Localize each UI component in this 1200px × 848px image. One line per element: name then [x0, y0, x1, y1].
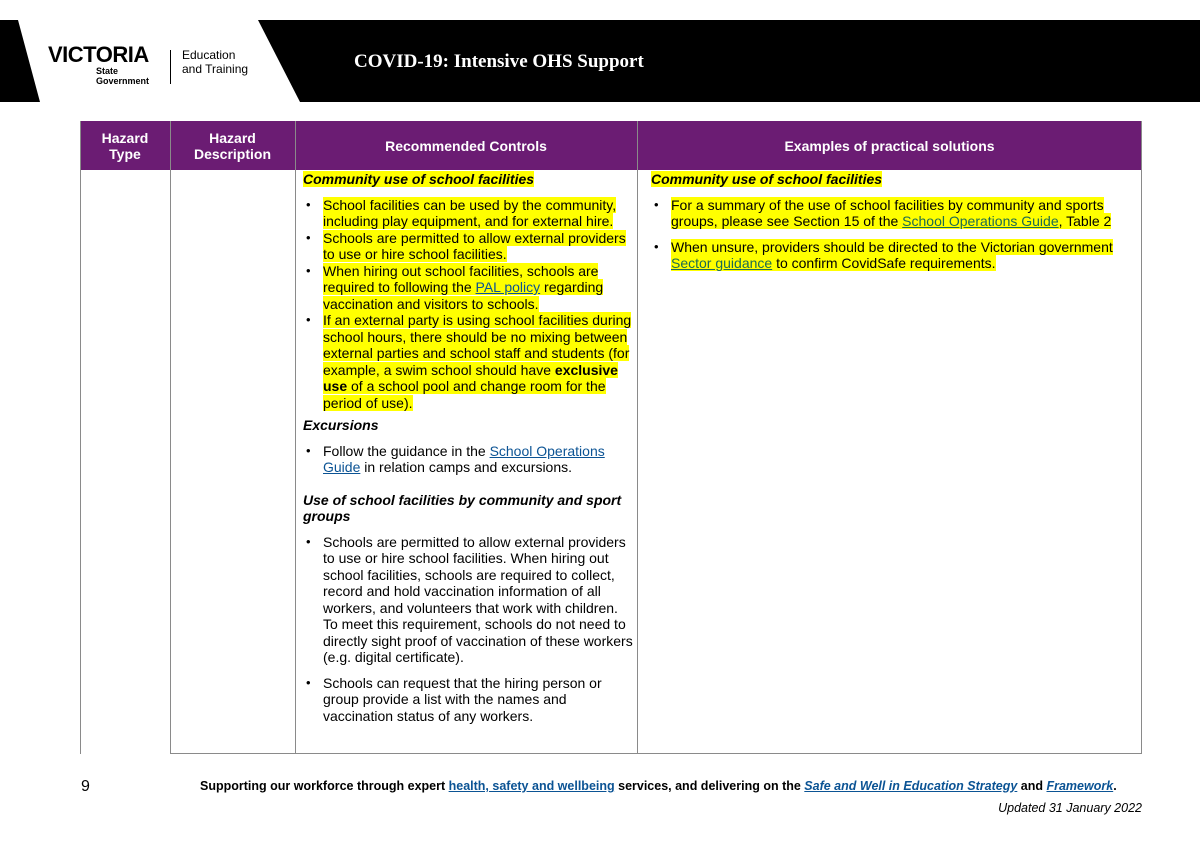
- controls-excursions-list: [303, 443, 633, 476]
- logo-divider: [170, 50, 171, 84]
- logo-word: VICTORIA: [48, 42, 149, 67]
- controls-sport-heading: Use of school facilities by community and sport groups: [303, 491, 622, 524]
- logo-edu-line1: Education: [182, 48, 236, 62]
- updated-date: Updated 31 January 2022: [998, 801, 1142, 815]
- framework-link[interactable]: Framework: [1046, 779, 1114, 793]
- table-border-left: [80, 121, 81, 754]
- list-item: • For a summary of the use of school facilities by community and sports groups, please see Section 15 of the School Operations Guide, Table 2: [651, 197, 1131, 230]
- solutions-community-heading: Community use of school facilities: [651, 171, 883, 187]
- document-title: COVID-19: Intensive OHS Support: [354, 51, 644, 72]
- hazard-table: [80, 121, 1142, 754]
- footer-statement: Supporting our workforce through expert health, safety and wellbeing services, and delivering on the Safe and Well in Education Strategy and Framework.: [200, 779, 1117, 793]
- school-operations-guide-link[interactable]: School Operations Guide: [902, 213, 1059, 229]
- controls-excursions-heading: Excursions: [303, 417, 379, 433]
- controls-community-heading: Community use of school facilities: [303, 171, 535, 187]
- table-border-bottom: [170, 753, 1142, 754]
- list-item: • When hiring out school facilities, schools are required to following the PAL policy regarding vaccination and visitors to schools.: [303, 263, 633, 313]
- school-operations-guide-link[interactable]: School Operations Guide: [323, 442, 605, 475]
- health-safety-wellbeing-link[interactable]: health, safety and wellbeing: [448, 779, 615, 793]
- list-item: • Schools are permitted to allow external providers to use or hire school facilities. When hiring out school facilities, schools are required to collect, record and hold vaccination information of all workers, and volunteers that work with children. To meet this requirement, schools do not need to directly sight proof of vaccination of these workers (e.g. digital certificate).: [303, 534, 633, 666]
- logo-edu-line2: and Training: [182, 62, 249, 76]
- page-number: 9: [81, 778, 90, 795]
- list-item: • Schools are permitted to allow external providers to use or hire school facilities.: [303, 230, 633, 263]
- table-border-right: [1141, 121, 1142, 754]
- table-header-row: [80, 121, 1142, 170]
- column-divider: [295, 121, 296, 754]
- safe-and-well-strategy-link[interactable]: Safe and Well in Education Strategy: [804, 779, 1018, 793]
- controls-sport-list: [303, 534, 633, 725]
- header-hazard-type: Hazard Type: [101, 129, 149, 162]
- logo-government: Government: [96, 76, 150, 86]
- controls-community-list: [303, 197, 633, 412]
- sector-guidance-link[interactable]: Sector guidance: [671, 255, 773, 271]
- page-header: [0, 0, 1200, 102]
- column-divider: [637, 121, 638, 754]
- header-recommended-controls: Recommended Controls: [385, 137, 547, 154]
- victoria-logo: [48, 44, 158, 86]
- solutions-cell: [651, 171, 1131, 272]
- column-divider: [170, 121, 171, 754]
- pal-policy-link[interactable]: PAL policy: [475, 279, 541, 295]
- logo-state: State: [96, 66, 119, 76]
- header-hazard-description: Hazard Description: [193, 129, 271, 162]
- list-item: • If an external party is using school facilities during school hours, there should be no mixing between external parties and school staff and students (for example, a swim school should have exclusive use of a school pool and change room for the period of use).: [303, 312, 633, 411]
- header-practical-solutions: Examples of practical solutions: [784, 137, 995, 154]
- list-item: • Follow the guidance in the School Operations Guide in relation camps and excursions.: [303, 443, 633, 476]
- list-item: • Schools can request that the hiring person or group provide a list with the names and vaccination status of any workers.: [303, 675, 633, 725]
- list-item: • When unsure, providers should be directed to the Victorian government Sector guidance to confirm CovidSafe requirements.: [651, 239, 1131, 272]
- list-item: • School facilities can be used by the community, including play equipment, and for external hire.: [303, 197, 633, 230]
- solutions-list: [651, 197, 1131, 272]
- controls-cell: [303, 171, 633, 724]
- education-training-logo: [182, 48, 248, 76]
